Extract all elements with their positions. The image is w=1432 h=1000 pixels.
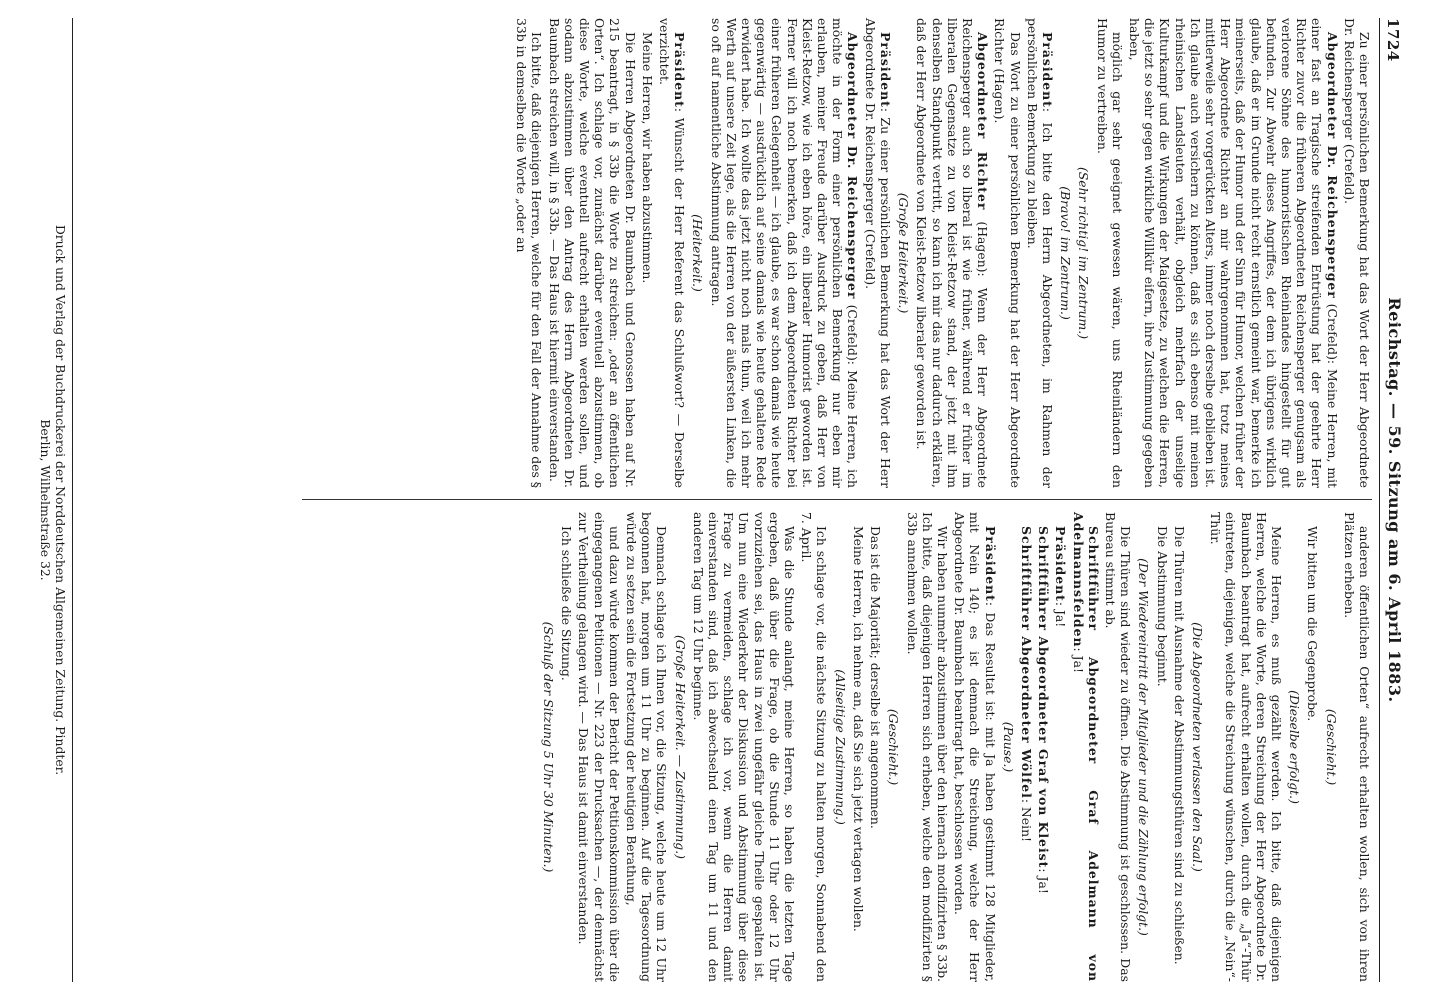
speech-text: : Ja! (1070, 647, 1086, 673)
speaker-name: Präsident (672, 32, 688, 108)
page-header (1380, 18, 1406, 982)
stage-direction: (Geschieht.) (1323, 708, 1339, 786)
speech-paragraph (1053, 512, 1068, 982)
stage-direction: (Allseitige Zustimmung.) (832, 669, 848, 825)
speech-text: : Ich bitte den Herrn Abgeordneten, im Rahmen der persönlichen Bemerkung zu bleiben. (1024, 18, 1055, 488)
speech-paragraph (708, 18, 860, 488)
speech-paragraph (863, 18, 893, 488)
column-divider (302, 499, 1372, 500)
text-paragraph: Wir haben nunmehr abzustimmen über den hiernach modifizirten § 33b. Ich bitte, daß diejenigen Herren sich erheben, welche den modifizirten § 33b annehmen wollen. (904, 512, 950, 982)
imprint-line-2: Berlin, Wilhelmstraße 32. (38, 419, 53, 581)
page-number: 1724 (1384, 18, 1402, 62)
imprint (38, 18, 68, 982)
text-paragraph: Ich schlage vor, die nächste Sitzung zu halten morgen, Sonnabend den 7. April. (799, 512, 830, 982)
speech-paragraph (1036, 512, 1051, 982)
text-paragraph: möglich gar sehr geeignet gewesen wären, uns Rheinländern den Humor zu vertreiben. (1094, 18, 1125, 488)
speaker-name: Schriftführer Abgeordneter Graf Adelmann von Adelmannsfelden (1070, 512, 1101, 982)
text-paragraph: Wir bitten um die Gegenprobe. (1305, 526, 1321, 722)
speech-paragraph (1070, 512, 1100, 982)
header-rule (1379, 18, 1380, 982)
stage-direction: (Große Heiterkeit.) (896, 192, 912, 314)
speech-text: : Ja! (1053, 601, 1069, 628)
footer-rule (72, 18, 73, 982)
stage-direction: (Heiterkeit.) (690, 214, 706, 292)
speech-text: : Das Resultat ist: mit Ja haben gestimmt 128 Mitglieder, mit Nein 140; es ist demnach die Streichung, welche der Herr Abgeordnete Dr. Baumbach beantragt hat, beschlossen worden. (952, 512, 998, 982)
text-paragraph: Demnach schlage ich Ihnen vor, die Sitzung, welche heute um 12 Uhr begonnen hat, morgen um 11 Uhr zu beginnen. Auf die Tagesordnung würde zu setzen sein die Fortsetzung der heutigen Berathung, (624, 512, 670, 982)
text-paragraph: Meine Herren, ich nehme an, daß Sie sich jetzt vertagen wollen. (850, 526, 866, 932)
speech-text: : Wünscht der Herr Referent das Schlußwort? — Derselbe verzichtet. (657, 18, 688, 488)
text-paragraph: Meine Herren, es muß gezählt werden. Ich bitte, daß diejenigen Herren, welche die Worte, deren Streichung der Herr Abgeordnete Dr. Baumbach beantragt hat, aufrecht erhalten wollen, durch die „Ja“-Thür eintreten, diejenigen, welche die Streichung wünschen, durch die „Nein“-Thür. (1208, 512, 1284, 982)
stage-direction: (Pause.) (1000, 721, 1016, 773)
stage-direction: (Geschieht.) (886, 708, 902, 786)
speaker-name: Schriftführer Abgeordneter Wölfel (1018, 526, 1034, 799)
speech-text: : Ja! (1036, 868, 1052, 894)
stage-direction: (Schluß der Sitzung 5 Uhr 30 Minuten.) (541, 621, 557, 873)
speaker-name: Abgeordneter Dr. Reichensperger (1324, 32, 1340, 299)
imprint-line-1: Druck und Verlag der Buchdruckerei der Norddeutschen Allgemeinen Zeitung. Pindter. (53, 224, 68, 776)
speech-paragraph (952, 512, 998, 982)
speech-paragraph (914, 18, 990, 488)
speech-text: (Crefeld): Meine Herren, ich möchte in der Form einer persönlichen Bemerkung nur eben mir erlauben, meiner Freude darüber Ausdruck zu geben, daß Herr von Kleist-Retzow, wie ich eben höre, ein liberaler Humorist geworden ist. Ferner will ich noch bemerken, daß ich dem Abgeordneten Richter bei einer früheren Gelegenheit — ich glaube, es war schon damals wie heute gegenwärtig — ausdrücklich auf seine damals wie heute gehaltene Rede erwidert habe. Ich wollte das jetzt nicht noch mals thun, weil ich mehr Werth auf unsere Zeit lege, als die Herren von der äußersten Linken, die so oft auf namentliche Abstimmung antragen. (708, 18, 861, 488)
text-paragraph: Meine Herren, wir haben abzustimmen. (639, 32, 655, 284)
speaker-name: Präsident (877, 32, 893, 108)
speech-paragraph (657, 18, 687, 488)
stage-direction: (Bravo! im Zentrum.) (1058, 186, 1074, 320)
text-paragraph: Ich schließe die Sitzung. (559, 526, 575, 681)
text-paragraph: Die Herren Abgeordneten Dr. Baumbach und Genossen haben auf Nr. 215 beantragt, in § 33b die Worte zu streichen: „oder an öffentlichen Orten“. Ich schlage vor, zunächst darüber eventuell abzustimmen, ob diese Worte, welche eventuell aufrecht erhalten werden sollen, und sodann abzustimmen über den Antrag des Herrn Abgeordneten Dr. Baumbach streichen will, in § 33b. — Das Haus ist hiermit einverstanden. (546, 18, 638, 488)
text-paragraph: Zu einer persönlichen Bemerkung hat das Wort der Herr Abgeordnete Dr. Reichensperger (Crefeld). (1341, 18, 1372, 488)
speech-paragraph (1019, 512, 1034, 982)
speech-paragraph (1127, 18, 1340, 488)
right-column (538, 512, 1372, 982)
speaker-name: Präsident (1039, 32, 1055, 108)
stage-direction: (Der Wiedereintritt der Mitglieder und die Zählung erfolgt.) (1136, 558, 1152, 936)
text-paragraph: Die Thüren sind wieder zu öffnen. Die Abstimmung ist geschlossen. Das Bureau stimmt ab. (1102, 512, 1134, 982)
speaker-name: Präsident (982, 526, 998, 602)
stage-direction: (Dieselbe erfolgt.) (1287, 690, 1303, 804)
text-paragraph: und dazu würde kommen der Bericht der Petitionskommission über die eingegangenen Petitionen — Nr. 223 der Drucksachen —, der demnächst zur Vertheilung gelangen wird. — Das Haus ist damit einverstanden. (576, 512, 622, 982)
left-column (512, 18, 1372, 488)
speech-text: (Hagen): Wenn der Herr Abgeordnete Reichensperger auch so liberal ist wie früher, während er früher im liberalen Gegensatze zu von Kleist-Retzow stand, der jetzt mit ihm denselben Standpunkt vertritt, so kann ich mir das nur dadurch erklären, daß der Herr Abgeordnete von Kleist-Retzow liberaler geworden ist. (914, 18, 991, 488)
speaker-name: Abgeordneter Richter (975, 32, 991, 211)
stage-direction: (Die Abgeordneten verlassen den Saal.) (1189, 622, 1205, 872)
speaker-name: Abgeordneter Dr. Reichensperger (845, 32, 861, 300)
speaker-name: Präsident (1053, 526, 1069, 602)
speaker-name: Schriftführer Abgeordneter Graf von Kleist (1036, 526, 1052, 869)
text-paragraph: Das ist die Majorität; derselbe ist angenommen. (868, 526, 884, 829)
stage-direction: (Große Heiterkeit. — Zustimmung.) (672, 634, 688, 860)
text-paragraph: Die Thüren mit Ausnahme der Abstimmungsthüren sind zu schließen. (1171, 526, 1187, 965)
text-paragraph: anderen öffentlichen Orten“ aufrecht erhalten wollen, sich von ihren Plätzen erheben. (1341, 512, 1372, 982)
speech-text: : Nein! (1018, 798, 1034, 843)
page-title: Reichstag. — 59. Sitzung am 6. April 1883. (1385, 297, 1404, 703)
speech-paragraph (1025, 18, 1055, 488)
text-paragraph: Das Wort zu einer persönlichen Bemerkung hat der Herr Abgeordnete Richter (Hagen). (992, 18, 1023, 488)
text-paragraph: Die Abstimmung beginnt. (1154, 526, 1170, 687)
text-paragraph: Ich bitte, daß diejenigen Herren, welche für den Fall der Annahme des § 33b in demselben die Worte „oder an (514, 18, 545, 488)
speech-text: : Zu einer persönlichen Bemerkung hat das Wort der Herr Abgeordnete Dr. Reichensperger (Crefeld). (862, 18, 893, 488)
speech-text: (Crefeld): Meine Herren, mit einer fast an Tragische streifenden Entrüstung hat der geehrte Herr Richter zuvor die früheren Abgeordneten Reichensperger genugsam als verlorene Söhne des humoristischen Rheinlandes hingestellt für gut befunden. Zur Abwehr dieses Angriffes, der dem ich übrigens wirklich glaube, daß er im Grunde nicht recht ernstlich gemeint war, bemerke ich meinerseits, daß der Humor und der Sinn für Humor, welchen früher der Herr Abgeordnete Richter an mir wahrgenommen hat, trotz meines mittlerweile sehr vorgerückten Alters, immer noch derselbe geblieben ist. Ich glaube auch versichern zu können, daß es sich ebenso mit meinen rheinischen Landsleuten verhält, obgleich mehrfach der unselige Kulturkampf und die Wirkungen der Maigesetze, zu welchen die Herren, die jetzt so sehr gegen wirkliche Willkür eifern, ihre Zustimmung gegeben haben, (1126, 18, 1340, 489)
text-paragraph: Was die Stunde anlangt, meine Herren, so haben die letzten Tage ergeben, daß über die Frage, ob die Stunde 11 Uhr oder 12 Uhr vorzuziehen sei, das Haus in zwei ungefähr gleiche Theile gespalten ist. Um nun eine Wiederkehr der Diskussion und Abstimmung über diese Frage zu vermeiden, schlage ich vor, wenn die Herren damit einverstanden sind, daß ich abwechselnd einen Tag um 11 und den anderen Tag um 12 Uhr beginne. (690, 512, 798, 982)
stage-direction: (Sehr richtig! im Zentrum.) (1076, 166, 1092, 340)
